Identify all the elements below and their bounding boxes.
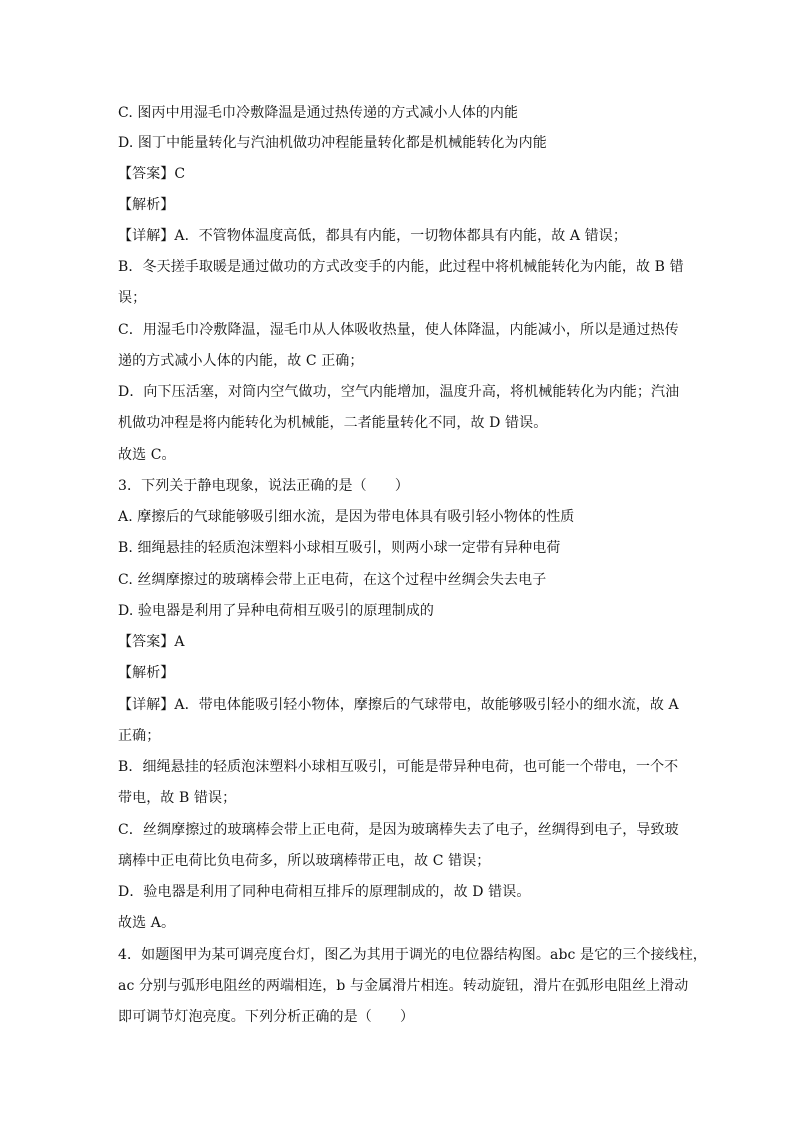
detail-line: 带电，故 B 错误； — [118, 790, 237, 806]
question-3-option-b: B. 细绳悬挂的轻质泡沫塑料小球相互吸引，则两小球一定带有异种电荷 — [118, 540, 561, 556]
detail-line: B．冬天搓手取暖是通过做功的方式改变手的内能，此过程中将机械能转化为内能，故 B 错 — [118, 259, 684, 275]
question-4-stem: ac 分别与弧形电阻丝的两端相连，b 与金属滑片相连。转动旋钮，滑片在弧形电阻丝上滑动 — [118, 978, 689, 994]
detail-line: 正确； — [118, 728, 161, 744]
detail-line: B．细绳悬挂的轻质泡沫塑料小球相互吸引，可能是带异种电荷，也可能一个带电，一个不 — [118, 759, 679, 775]
conclusion-line: 故选 C。 — [118, 447, 176, 463]
analysis-heading: 【解析】 — [118, 665, 175, 681]
conclusion-line: 故选 A。 — [118, 915, 176, 931]
answer-line: 【答案】A — [118, 634, 185, 650]
question-3-option-d: D. 验电器是利用了异种电荷相互吸引的原理制成的 — [118, 603, 435, 619]
option-d-line: D. 图丁中能量转化与汽油机做功冲程能量转化都是机械能转化为内能 — [118, 135, 547, 151]
question-4-stem: 4．如题图甲为某可调亮度台灯，图乙为其用于调光的电位器结构图。abc 是它的三个接线柱， — [118, 947, 707, 963]
detail-line: 【详解】A．不管物体温度高低，都具有内能，一切物体都具有内能，故 A 错误； — [118, 228, 627, 244]
question-4-stem: 即可调节灯泡亮度。下列分析正确的是（ ） — [118, 1009, 415, 1025]
option-c-line: C. 图丙中用湿毛巾冷敷降温是通过热传递的方式减小人体的内能 — [118, 105, 519, 121]
detail-line: 【详解】A．带电体能吸引轻小物体，摩擦后的气球带电，故能够吸引轻小的细水流，故 A — [118, 697, 679, 713]
detail-line: 误； — [118, 290, 147, 306]
question-3-stem: 3．下列关于静电现象，说法正确的是（ ） — [118, 478, 410, 494]
detail-line: C．用湿毛巾冷敷降温，湿毛巾从人体吸收热量，使人体降温，内能减小，所以是通过热传 — [118, 322, 679, 338]
detail-line: D．验电器是利用了同种电荷相互排斥的原理制成的，故 D 错误。 — [118, 884, 531, 900]
question-3-option-a: A. 摩擦后的气球能够吸引细水流，是因为带电体具有吸引轻小物体的性质 — [118, 509, 575, 525]
answer-line: 【答案】C — [118, 166, 186, 182]
detail-line: 璃棒中正电荷比负电荷多，所以玻璃棒带正电，故 C 错误； — [118, 853, 491, 869]
detail-line: D．向下压活塞，对筒内空气做功，空气内能增加，温度升高，将机械能转化为内能；汽油 — [118, 384, 680, 400]
question-3-option-c: C. 丝绸摩擦过的玻璃棒会带上正电荷，在这个过程中丝绸会失去电子 — [118, 572, 547, 588]
detail-line: C．丝绸摩擦过的玻璃棒会带上正电荷，是因为玻璃棒失去了电子，丝绸得到电子，导致玻 — [118, 822, 679, 838]
detail-line: 递的方式减小人体的内能，故 C 正确； — [118, 353, 364, 369]
detail-line: 机做功冲程是将内能转化为机械能，二者能量转化不同，故 D 错误。 — [118, 415, 548, 431]
analysis-heading: 【解析】 — [118, 197, 175, 213]
